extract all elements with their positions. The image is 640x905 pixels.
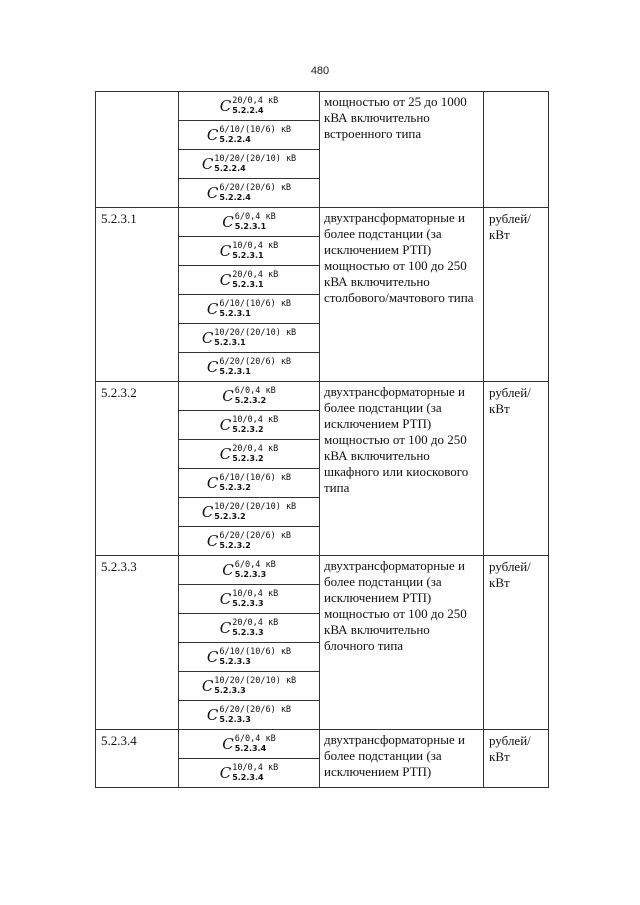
formula-scripts [232, 270, 278, 290]
formula-cell [179, 92, 320, 121]
description-cell: двухтрансформаторные и более подстанции (за исключением РТП) мощностью от 100 до 250 кВА включительно столбового/мачтового типа [320, 208, 484, 382]
formula-cell [179, 411, 320, 440]
rate-symbol: C [219, 97, 232, 115]
formula-cell [179, 237, 320, 266]
voltage-superscript: 10/0,4 кВ [232, 415, 279, 425]
item-subscript: 5.2.3.4 [234, 744, 267, 753]
voltage-superscript: 6/20/(20/6) кВ [219, 357, 292, 367]
voltage-superscript: 6/10/(10/6) кВ [219, 125, 292, 135]
table-row [96, 92, 549, 121]
formula-scripts [232, 618, 278, 638]
item-subscript: 5.2.3.1 [219, 309, 251, 318]
item-subscript: 5.2.3.1 [232, 251, 264, 260]
item-code-cell: 5.2.3.2 [96, 382, 179, 556]
item-subscript: 5.2.3.2 [219, 483, 251, 492]
tariff-rate-formula [202, 676, 296, 696]
voltage-superscript: 10/0,4 кВ [232, 589, 279, 599]
item-subscript: 5.2.3.3 [232, 628, 264, 637]
rate-symbol: C [206, 474, 219, 492]
formula-cell [179, 585, 320, 614]
item-code-cell: 5.2.3.3 [96, 556, 179, 730]
formula-scripts [232, 763, 278, 783]
tariff-rate-formula [207, 473, 291, 493]
voltage-superscript: 6/0,4 кВ [234, 212, 276, 222]
unit-cell: рублей/кВт [484, 730, 549, 788]
tariff-rate-formula [220, 415, 279, 435]
formula-scripts [232, 444, 278, 464]
rate-symbol: C [219, 445, 232, 463]
rate-symbol: C [201, 503, 214, 521]
table-row [96, 382, 549, 411]
rate-symbol: C [219, 619, 232, 637]
formula-scripts [219, 705, 291, 725]
page-number: 480 [310, 65, 330, 77]
formula-cell [179, 527, 320, 556]
voltage-superscript: 6/0,4 кВ [234, 734, 276, 744]
rate-symbol: C [206, 126, 219, 144]
description-cell: двухтрансформаторные и более подстанции (за исключением РТП) мощностью от 100 до 250 кВА включительно шкафного или киоскового типа [320, 382, 484, 556]
tariff-rate-formula [222, 734, 275, 754]
formula-scripts [232, 241, 278, 261]
tariff-rate-formula [207, 357, 291, 377]
rate-symbol: C [222, 735, 234, 753]
voltage-superscript: 10/0,4 кВ [232, 241, 279, 251]
tariff-rate-formula [220, 241, 279, 261]
formula-cell [179, 266, 320, 295]
item-subscript: 5.2.3.3 [234, 570, 267, 579]
item-subscript: 5.2.2.4 [232, 106, 264, 115]
item-code-cell: 5.2.3.4 [96, 730, 179, 788]
formula-scripts [219, 473, 291, 493]
item-subscript: 5.2.3.4 [232, 773, 264, 782]
voltage-superscript: 6/10/(10/6) кВ [219, 473, 292, 483]
item-subscript: 5.2.3.3 [219, 715, 251, 724]
item-code-cell [96, 92, 179, 208]
unit-cell: рублей/кВт [484, 208, 549, 382]
item-subscript: 5.2.2.4 [219, 135, 251, 144]
unit-cell [484, 92, 549, 208]
rate-symbol: C [219, 242, 232, 260]
table-row [96, 730, 549, 759]
formula-scripts [232, 415, 278, 435]
formula-scripts [232, 96, 278, 116]
rate-symbol: C [201, 677, 214, 695]
unit-cell: рублей/кВт [484, 382, 549, 556]
tariff-rate-formula [207, 705, 291, 725]
tariff-table [95, 91, 549, 788]
item-subscript: 5.2.3.2 [232, 454, 264, 463]
description-cell: двухтрансформаторные и более подстанции (за исключением РТП) [320, 730, 484, 788]
table-row [96, 208, 549, 237]
rate-symbol: C [219, 590, 232, 608]
formula-cell [179, 701, 320, 730]
item-subscript: 5.2.3.3 [214, 686, 246, 695]
formula-scripts [235, 734, 276, 754]
voltage-superscript: 10/20/(20/10) кВ [214, 154, 297, 164]
formula-cell [179, 440, 320, 469]
tariff-rate-formula [220, 763, 279, 783]
description-cell: мощностью от 25 до 1000 кВА включительно встроенного типа [320, 92, 484, 208]
rate-symbol: C [206, 532, 219, 550]
table-row [96, 556, 549, 585]
item-subscript: 5.2.3.2 [214, 512, 246, 521]
tariff-rate-formula [207, 183, 291, 203]
item-code-cell: 5.2.3.1 [96, 208, 179, 382]
item-subscript: 5.2.3.3 [232, 599, 264, 608]
voltage-superscript: 20/0,4 кВ [232, 96, 279, 106]
formula-cell [179, 121, 320, 150]
tariff-rate-formula [222, 386, 275, 406]
voltage-superscript: 6/10/(10/6) кВ [219, 299, 292, 309]
formula-scripts [219, 125, 291, 145]
formula-scripts [235, 386, 276, 406]
rate-symbol: C [219, 764, 232, 782]
tariff-rate-formula [207, 647, 291, 667]
tariff-rate-formula [220, 589, 279, 609]
formula-scripts [214, 154, 296, 174]
tariff-rate-formula [220, 444, 279, 464]
formula-scripts [219, 183, 291, 203]
formula-scripts [219, 647, 291, 667]
description-cell: двухтрансформаторные и более подстанции (за исключением РТП) мощностью от 100 до 250 кВА включительно блочного типа [320, 556, 484, 730]
voltage-superscript: 6/20/(20/6) кВ [219, 705, 292, 715]
voltage-superscript: 20/0,4 кВ [232, 444, 279, 454]
formula-cell [179, 730, 320, 759]
voltage-superscript: 10/20/(20/10) кВ [214, 328, 297, 338]
rate-symbol: C [219, 271, 232, 289]
voltage-superscript: 20/0,4 кВ [232, 270, 279, 280]
rate-symbol: C [201, 329, 214, 347]
tariff-rate-formula [207, 125, 291, 145]
formula-scripts [214, 328, 296, 348]
formula-cell [179, 556, 320, 585]
formula-scripts [235, 560, 276, 580]
formula-scripts [219, 299, 291, 319]
formula-cell [179, 672, 320, 701]
formula-scripts [214, 502, 296, 522]
formula-cell [179, 498, 320, 527]
voltage-superscript: 20/0,4 кВ [232, 618, 279, 628]
tariff-rate-formula [202, 502, 296, 522]
formula-scripts [232, 589, 278, 609]
formula-cell [179, 150, 320, 179]
formula-cell [179, 295, 320, 324]
tariff-rate-formula [207, 299, 291, 319]
voltage-superscript: 10/0,4 кВ [232, 763, 279, 773]
item-subscript: 5.2.3.1 [234, 222, 267, 231]
rate-symbol: C [206, 358, 219, 376]
formula-cell [179, 324, 320, 353]
rate-symbol: C [222, 561, 234, 579]
voltage-superscript: 10/20/(20/10) кВ [214, 502, 297, 512]
tariff-rate-formula [222, 560, 275, 580]
formula-cell [179, 759, 320, 788]
rate-symbol: C [201, 155, 214, 173]
tariff-rate-formula [220, 618, 279, 638]
rate-symbol: C [206, 300, 219, 318]
formula-cell [179, 643, 320, 672]
tariff-rate-formula [222, 212, 275, 232]
item-subscript: 5.2.3.1 [232, 280, 264, 289]
voltage-superscript: 6/10/(10/6) кВ [219, 647, 292, 657]
formula-scripts [235, 212, 276, 232]
formula-cell [179, 614, 320, 643]
voltage-superscript: 10/20/(20/10) кВ [214, 676, 297, 686]
rate-symbol: C [222, 387, 234, 405]
formula-cell [179, 353, 320, 382]
tariff-rate-formula [202, 328, 296, 348]
rate-symbol: C [222, 213, 234, 231]
item-subscript: 5.2.3.2 [232, 425, 264, 434]
item-subscript: 5.2.3.2 [234, 396, 267, 405]
voltage-superscript: 6/0,4 кВ [234, 386, 276, 396]
rate-symbol: C [206, 184, 219, 202]
formula-cell [179, 179, 320, 208]
item-subscript: 5.2.3.2 [219, 541, 251, 550]
item-subscript: 5.2.3.3 [219, 657, 251, 666]
unit-cell: рублей/кВт [484, 556, 549, 730]
voltage-superscript: 6/20/(20/6) кВ [219, 183, 292, 193]
item-subscript: 5.2.2.4 [214, 164, 246, 173]
formula-cell [179, 469, 320, 498]
voltage-superscript: 6/20/(20/6) кВ [219, 531, 292, 541]
formula-cell [179, 382, 320, 411]
formula-scripts [214, 676, 296, 696]
item-subscript: 5.2.3.1 [219, 367, 251, 376]
tariff-rate-formula [202, 154, 296, 174]
formula-scripts [219, 531, 291, 551]
voltage-superscript: 6/0,4 кВ [234, 560, 276, 570]
item-subscript: 5.2.2.4 [219, 193, 251, 202]
rate-symbol: C [206, 648, 219, 666]
item-subscript: 5.2.3.1 [214, 338, 246, 347]
rate-symbol: C [219, 416, 232, 434]
tariff-table-body [96, 92, 549, 788]
tariff-rate-formula [207, 531, 291, 551]
tariff-rate-formula [220, 270, 279, 290]
tariff-rate-formula [220, 96, 279, 116]
formula-scripts [219, 357, 291, 377]
formula-cell [179, 208, 320, 237]
rate-symbol: C [206, 706, 219, 724]
